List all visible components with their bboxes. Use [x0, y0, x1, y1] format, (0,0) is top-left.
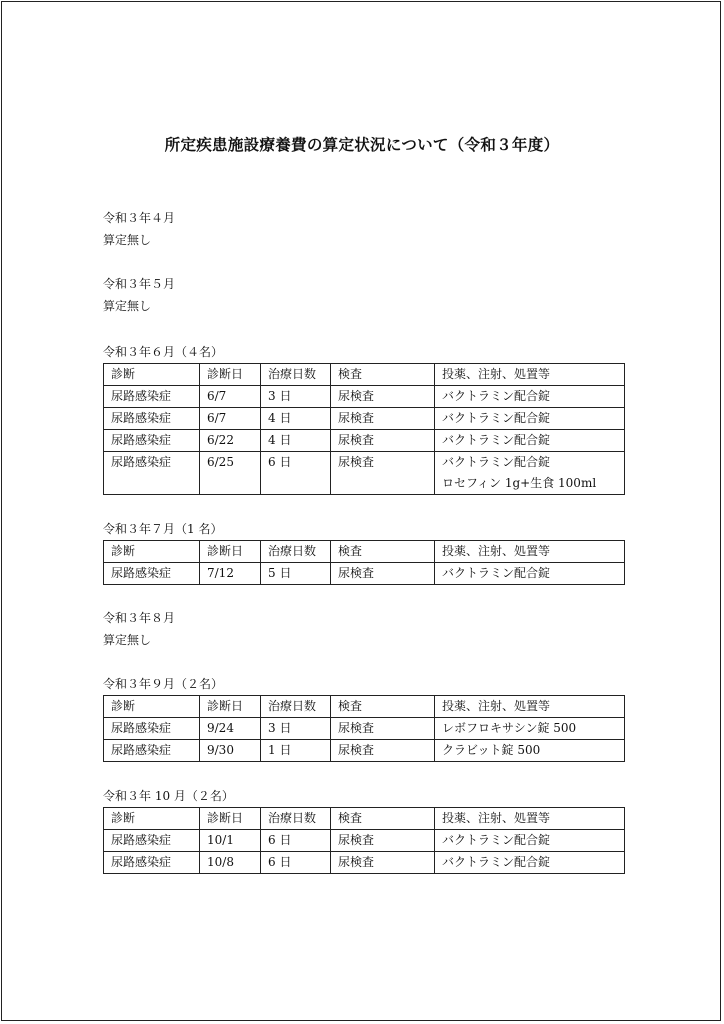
month-heading: 令和３年５月: [103, 277, 176, 291]
column-header: 治療日数: [261, 541, 331, 563]
document-title: 所定疾患施設療養費の算定状況について（令和３年度）: [164, 135, 560, 154]
month-section: [103, 607, 175, 651]
table-row: [104, 386, 625, 408]
column-header: 治療日数: [261, 696, 331, 718]
month-section: [103, 518, 625, 585]
table-cell: 10/1: [200, 830, 261, 852]
table-row: [104, 408, 625, 430]
table-cell: 尿検査: [331, 852, 435, 874]
table-row: [104, 452, 625, 495]
month-heading: 令和３年７月（1 名）: [103, 522, 223, 536]
treatment-line: ロセフィン 1g+生食 100ml: [442, 476, 597, 490]
table-cell: 尿路感染症: [104, 430, 200, 452]
treatment-line: バクトラミン配合錠: [442, 455, 551, 469]
table-cell: 尿検査: [331, 718, 435, 740]
table-cell: 6/7: [200, 386, 261, 408]
table-cell: 尿検査: [331, 430, 435, 452]
no-claim-note: 算定無し: [103, 233, 152, 247]
table-row: [104, 830, 625, 852]
table-cell: 尿路感染症: [104, 852, 200, 874]
table-header-row: [104, 541, 625, 563]
table-cell: 尿検査: [331, 563, 435, 585]
table-cell: 3 日: [261, 386, 331, 408]
table-cell: 尿路感染症: [104, 386, 200, 408]
table-cell: 尿路感染症: [104, 452, 200, 495]
table-cell: 6 日: [261, 830, 331, 852]
table-cell: 6 日: [261, 852, 331, 874]
table-cell: 尿検査: [331, 830, 435, 852]
table-cell: 尿検査: [331, 408, 435, 430]
table-row: [104, 563, 625, 585]
column-header: 診断日: [200, 696, 261, 718]
month-heading: 令和３年９月（２名）: [103, 677, 224, 691]
table-cell: 尿路感染症: [104, 563, 200, 585]
column-header: 検査: [331, 541, 435, 563]
table-cell: 10/8: [200, 852, 261, 874]
table-cell: 3 日: [261, 718, 331, 740]
table-cell: 尿検査: [331, 740, 435, 762]
claims-table: [103, 695, 625, 762]
table-cell: 5 日: [261, 563, 331, 585]
table-row: [104, 740, 625, 762]
table-cell: 6/7: [200, 408, 261, 430]
no-claim-note: 算定無し: [103, 633, 152, 647]
table-cell: 尿検査: [331, 386, 435, 408]
column-header: 診断: [104, 541, 200, 563]
month-heading: 令和３年６月（４名）: [103, 345, 224, 359]
column-header: 治療日数: [261, 364, 331, 386]
claims-table: [103, 363, 625, 495]
table-cell: 6/22: [200, 430, 261, 452]
column-header: 診断日: [200, 808, 261, 830]
table-header-row: [104, 808, 625, 830]
claims-table: [103, 807, 625, 874]
column-header: 診断: [104, 364, 200, 386]
table-cell: 尿路感染症: [104, 408, 200, 430]
table-row: [104, 430, 625, 452]
table-cell: 6/25: [200, 452, 261, 495]
month-heading: 令和３年４月: [103, 211, 176, 225]
table-cell: 9/30: [200, 740, 261, 762]
column-header: 検査: [331, 808, 435, 830]
table-cell: バクトラミン配合錠: [435, 852, 625, 874]
column-header: 投薬、注射、処置等: [435, 808, 625, 830]
month-section: [103, 673, 625, 762]
no-claim-note: 算定無し: [103, 299, 152, 313]
month-section: [103, 273, 175, 317]
column-header: 診断: [104, 808, 200, 830]
table-cell: バクトラミン配合錠: [435, 830, 625, 852]
month-section: [103, 341, 625, 495]
column-header: 治療日数: [261, 808, 331, 830]
table-cell: 4 日: [261, 430, 331, 452]
table-cell: 4 日: [261, 408, 331, 430]
table-row: [104, 852, 625, 874]
column-header: 診断日: [200, 364, 261, 386]
table-cell: 6 日: [261, 452, 331, 495]
column-header: 投薬、注射、処置等: [435, 696, 625, 718]
column-header: 診断日: [200, 541, 261, 563]
table-cell: [435, 452, 625, 495]
table-header-row: [104, 364, 625, 386]
column-header: 診断: [104, 696, 200, 718]
table-cell: 尿検査: [331, 452, 435, 495]
claims-table: [103, 540, 625, 585]
table-cell: 9/24: [200, 718, 261, 740]
table-cell: バクトラミン配合錠: [435, 430, 625, 452]
table-cell: クラビット錠 500: [435, 740, 625, 762]
column-header: 検査: [331, 696, 435, 718]
table-cell: バクトラミン配合錠: [435, 563, 625, 585]
table-cell: 尿路感染症: [104, 718, 200, 740]
column-header: 投薬、注射、処置等: [435, 364, 625, 386]
table-cell: 尿路感染症: [104, 830, 200, 852]
table-cell: バクトラミン配合錠: [435, 408, 625, 430]
month-heading: 令和３年８月: [103, 611, 176, 625]
table-cell: 1 日: [261, 740, 331, 762]
column-header: 検査: [331, 364, 435, 386]
table-cell: レボフロキサシン錠 500: [435, 718, 625, 740]
month-heading: 令和３年 10 月（２名）: [103, 789, 234, 803]
table-cell: バクトラミン配合錠: [435, 386, 625, 408]
column-header: 投薬、注射、処置等: [435, 541, 625, 563]
month-section: [103, 785, 625, 874]
month-section: [103, 207, 175, 251]
table-header-row: [104, 696, 625, 718]
table-cell: 7/12: [200, 563, 261, 585]
table-cell: 尿路感染症: [104, 740, 200, 762]
table-row: [104, 718, 625, 740]
